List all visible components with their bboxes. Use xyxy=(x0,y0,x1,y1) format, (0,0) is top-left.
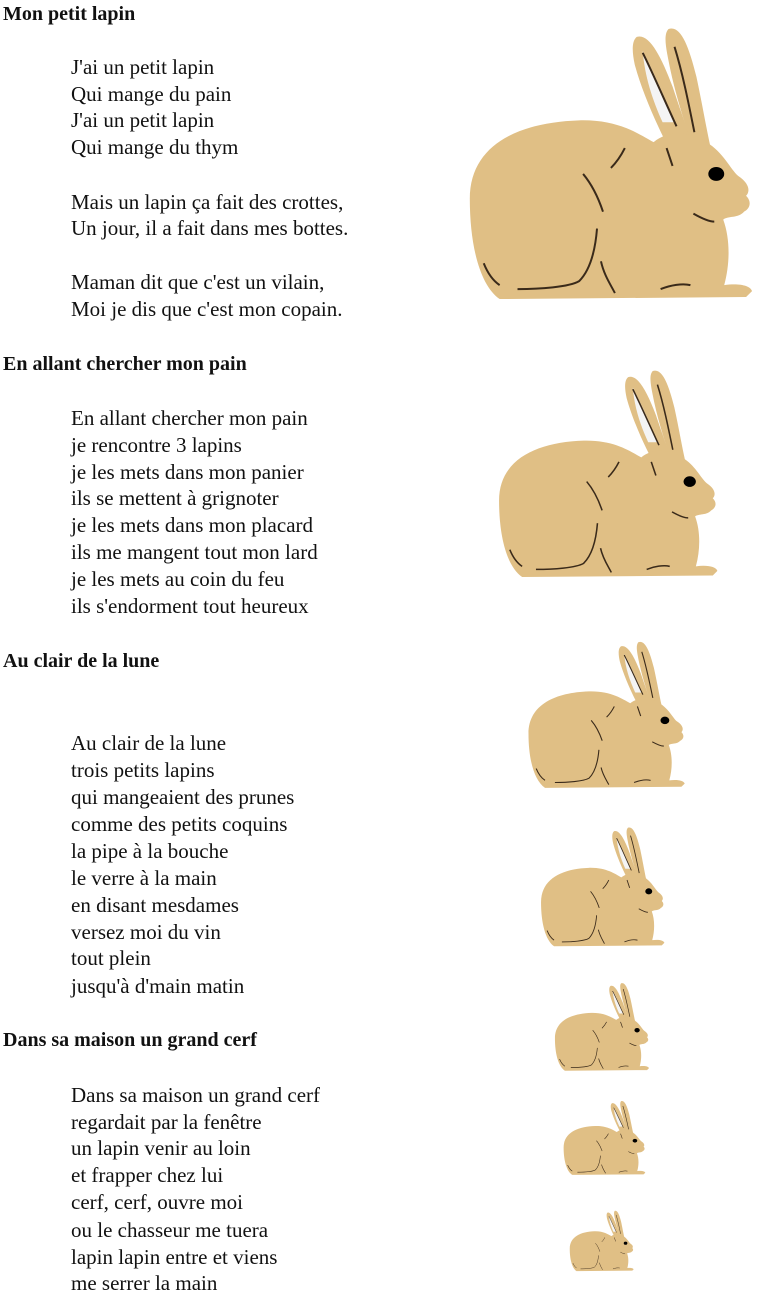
poem-line: me serrer la main xyxy=(71,1271,218,1295)
rabbit-illustration-1 xyxy=(440,25,758,303)
poem-line: le verre à la main xyxy=(71,866,217,890)
poem-line: en disant mesdames xyxy=(71,893,239,917)
rabbit-illustration-3 xyxy=(512,640,688,790)
poem-line: la pipe à la bouche xyxy=(71,839,229,863)
poem-line: tout plein xyxy=(71,946,151,970)
poem-line: Dans sa maison un grand cerf xyxy=(71,1083,321,1107)
poem-line: je les mets au coin du feu xyxy=(71,567,285,591)
poem-line: Un jour, il a fait dans mes bottes. xyxy=(71,216,349,240)
poem-line: J'ai un petit lapin xyxy=(71,108,215,132)
poem-line: comme des petits coquins xyxy=(71,812,288,836)
poem-line: cerf, cerf, ouvre moi xyxy=(71,1190,243,1214)
poem-title: Mon petit lapin xyxy=(3,3,136,25)
poem-line: versez moi du vin xyxy=(71,920,221,944)
poem-line: qui mangeaient des prunes xyxy=(71,785,295,809)
rabbit-illustration-7 xyxy=(563,1210,635,1272)
poem-line: ils s'endorment tout heureux xyxy=(71,594,309,618)
poem-line: ils me mangent tout mon lard xyxy=(71,540,318,564)
poem-line: Mais un lapin ça fait des crottes, xyxy=(71,190,344,214)
rabbit-illustration-4 xyxy=(528,826,667,948)
poem-line: et frapper chez lui xyxy=(71,1163,224,1187)
poem-title: Au clair de la lune xyxy=(3,650,160,672)
poem-line: regardait par la fenêtre xyxy=(71,1110,262,1134)
poem-line: Moi je dis que c'est mon copain. xyxy=(71,297,343,321)
poem-line: ils se mettent à grignoter xyxy=(71,486,279,510)
poem-title: En allant chercher mon pain xyxy=(3,353,247,375)
rabbit-illustration-6 xyxy=(555,1100,647,1176)
rabbit-illustration-2 xyxy=(476,368,722,580)
rabbit-illustration-5 xyxy=(545,982,651,1072)
poem-line: ou le chasseur me tuera xyxy=(71,1218,269,1242)
poem-line: un lapin venir au loin xyxy=(71,1136,251,1160)
poem-title: Dans sa maison un grand cerf xyxy=(3,1029,257,1051)
poem-line: En allant chercher mon pain xyxy=(71,406,308,430)
poem-line: Qui mange du thym xyxy=(71,135,239,159)
poem-line: Qui mange du pain xyxy=(71,82,232,106)
poem-line: je les mets dans mon placard xyxy=(71,513,314,537)
poem-line: Maman dit que c'est un vilain, xyxy=(71,270,325,294)
poem-line: je rencontre 3 lapins xyxy=(71,433,242,457)
poem-line: lapin lapin entre et viens xyxy=(71,1245,278,1269)
poem-line: trois petits lapins xyxy=(71,758,215,782)
poem-line: Au clair de la lune xyxy=(71,731,227,755)
poem-line: J'ai un petit lapin xyxy=(71,55,215,79)
poem-line: jusqu'à d'main matin xyxy=(71,974,245,998)
poem-line: je les mets dans mon panier xyxy=(71,460,304,484)
